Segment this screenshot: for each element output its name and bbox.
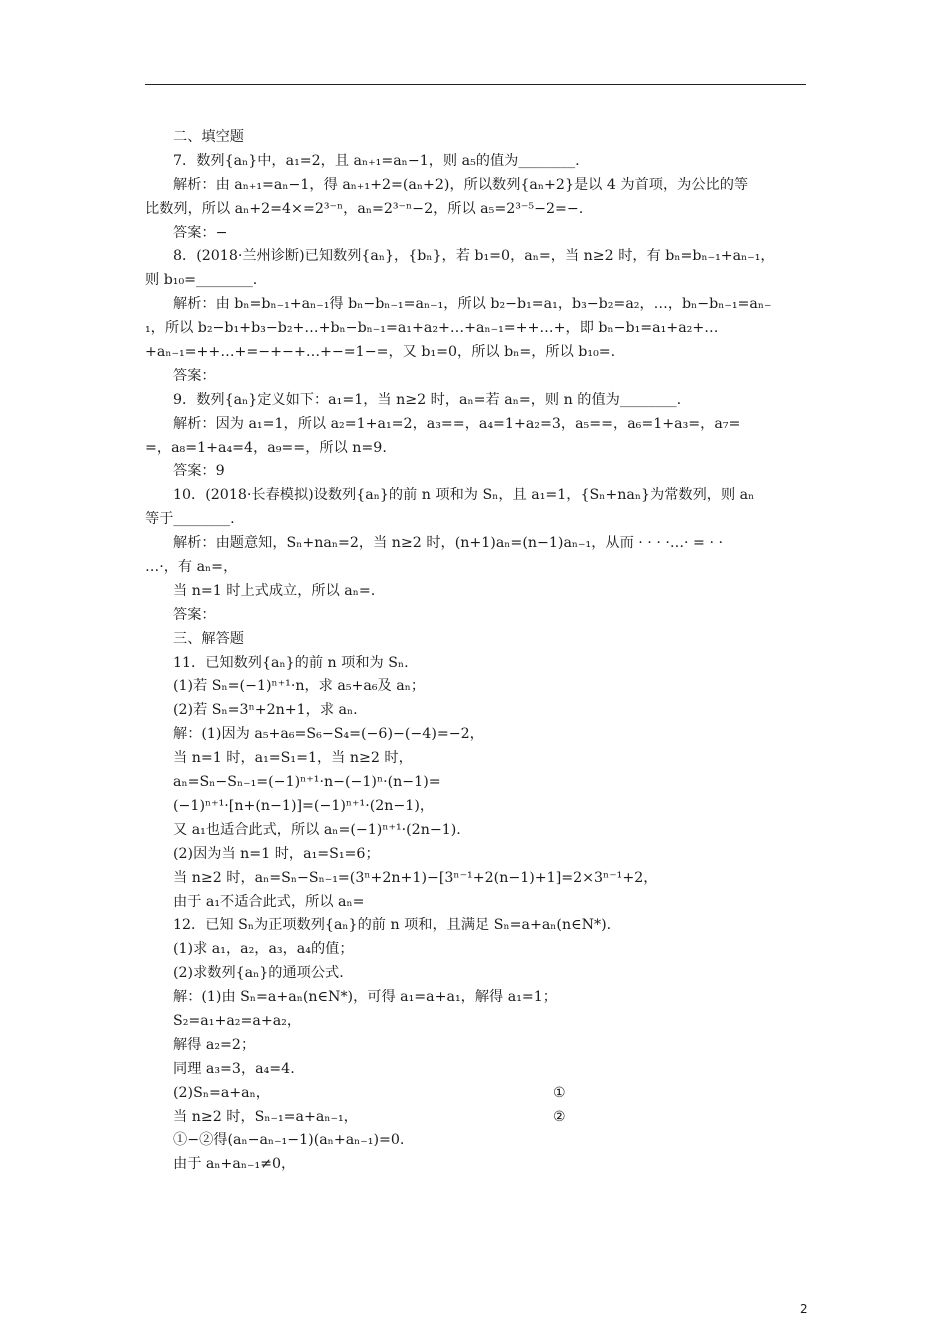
text-line: [145, 174, 807, 198]
line-text: 解析：由 bₙ=bₙ₋₁+aₙ₋₁得 bₙ−bₙ₋₁=aₙ₋₁，所以 b₂−b₁=a₁，b₃−b₂=a₂，…，bₙ−bₙ₋₁=aₙ₋: [173, 296, 772, 313]
line-text: 由于 a₁不适合此式，所以 aₙ=: [173, 893, 365, 910]
text-line: [145, 891, 807, 915]
text-line: [145, 747, 807, 771]
line-text: 当 n=1 时，a₁=S₁=1，当 n≥2 时，: [173, 750, 413, 767]
line-text: 当 n=1 时上式成立，所以 aₙ=.: [173, 582, 376, 599]
line-text: 解：(1)因为 a₅+a₆=S₆−S₄=(−6)−(−4)=−2，: [173, 726, 484, 743]
line-text: 答案：: [173, 367, 216, 384]
line-text: (2)若 Sₙ=3ⁿ+2n+1，求 aₙ.: [173, 702, 358, 719]
line-text: 解得 a₂=2；: [173, 1036, 256, 1053]
text-line: [145, 389, 807, 413]
line-text: 解析：由题意知，Sₙ+naₙ=2，当 n≥2 时，(n+1)aₙ=(n−1)aₙ₋₁，从而 · · · ·…· = · ·: [173, 535, 723, 552]
text-line: [145, 1129, 807, 1153]
equation-tag: ①: [553, 1084, 566, 1101]
line-text: 答案：9: [173, 463, 225, 480]
line-text: (1)若 Sₙ=(−1)ⁿ⁺¹·n，求 a₅+a₆及 aₙ；: [173, 678, 426, 695]
line-text: ₁，所以 b₂−b₁+b₃−b₂+…+bₙ−bₙ₋₁=a₁+a₂+…+aₙ₋₁=++…+，即 bₙ−b₁=a₁+a₂+…: [145, 320, 719, 337]
line-text: 三、解答题: [173, 630, 244, 647]
text-line: [145, 867, 807, 891]
text-line: [145, 1106, 807, 1130]
text-line: [145, 317, 807, 341]
text-line: [145, 652, 807, 676]
text-line: [145, 293, 807, 317]
text-line: [145, 1010, 807, 1034]
line-text: 等于________.: [145, 511, 235, 528]
line-text: aₙ=Sₙ−Sₙ₋₁=(−1)ⁿ⁺¹·n−(−1)ⁿ·(n−1)=: [173, 774, 441, 791]
line-text: (1)求 a₁，a₂，a₃，a₄的值；: [173, 941, 354, 958]
line-text: S₂=a₁+a₂=a+a₂，: [173, 1012, 302, 1029]
line-text: =，a₈=1+a₄=4，a₉==，所以 n=9.: [145, 439, 387, 456]
line-text: 9．数列{aₙ}定义如下：a₁=1，当 n≥2 时，aₙ=若 aₙ=，则 n 的值为________.: [173, 391, 682, 408]
line-text: 当 n≥2 时，aₙ=Sₙ−Sₙ₋₁=(3ⁿ+2n+1)−[3ⁿ⁻¹+2(n−1)+1]=2×3ⁿ⁻¹+2，: [173, 869, 658, 886]
text-line: [145, 556, 807, 580]
line-text: 二、填空题: [173, 129, 244, 145]
line-text: 由于 aₙ+aₙ₋₁≠0，: [173, 1156, 296, 1173]
line-text: 当 n≥2 时，Sₙ₋₁=a+aₙ₋₁，: [173, 1108, 358, 1125]
text-line: [145, 245, 807, 269]
line-text: 11．已知数列{aₙ}的前 n 项和为 Sₙ.: [173, 654, 409, 671]
text-line: [145, 1153, 807, 1177]
text-line: [145, 914, 807, 938]
text-line: [145, 1034, 807, 1058]
text-line: [145, 460, 807, 484]
document-body: [145, 126, 807, 1177]
text-line: [145, 580, 807, 604]
text-line: [145, 508, 807, 532]
line-text: 比数列，所以 aₙ+2=4×=2³⁻ⁿ，aₙ=2³⁻ⁿ−2，所以 a₅=2³⁻⁵−2=−.: [145, 200, 584, 217]
line-text: 解：(1)由 Sₙ=a+aₙ(n∈N*)，可得 a₁=a+a₁，解得 a₁=1；: [173, 989, 557, 1006]
text-line: [145, 1082, 807, 1106]
line-text: 同理 a₃=3，a₄=4.: [173, 1060, 295, 1077]
text-line: [145, 1058, 807, 1082]
text-line: [145, 198, 807, 222]
text-line: [145, 532, 807, 556]
header-rule: [145, 84, 806, 85]
line-text: 又 a₁也适合此式，所以 aₙ=(−1)ⁿ⁺¹·(2n−1).: [173, 821, 461, 838]
line-text: (2)Sₙ=a+aₙ，: [173, 1084, 270, 1101]
line-text: (−1)ⁿ⁺¹·[n+(n−1)]=(−1)ⁿ⁺¹·(2n−1)，: [173, 797, 435, 814]
text-line: [145, 699, 807, 723]
text-line: [145, 484, 807, 508]
text-line: [145, 604, 807, 628]
line-text: ①−②得(aₙ−aₙ₋₁−1)(aₙ+aₙ₋₁)=0.: [173, 1132, 405, 1149]
line-text: 解析：由 aₙ₊₁=aₙ−1，得 aₙ₊₁+2=(aₙ+2)，所以数列{aₙ+2}是以 4 为首项，为公比的等: [173, 176, 749, 193]
text-line: [145, 771, 807, 795]
text-line: [145, 843, 807, 867]
text-line: [145, 795, 807, 819]
text-line: [145, 150, 807, 174]
line-text: 7．数列{aₙ}中，a₁=2，且 aₙ₊₁=aₙ−1，则 a₅的值为________.: [173, 152, 580, 169]
line-text: +aₙ₋₁=++…+=−+−+…+−=1−=，又 b₁=0，所以 bₙ=，所以 b₁₀=.: [145, 344, 616, 361]
line-text: 则 b₁₀=________.: [145, 272, 258, 289]
text-line: [145, 819, 807, 843]
line-text: 答案：−: [173, 224, 228, 241]
line-text: 解析：因为 a₁=1，所以 a₂=1+a₁=2，a₃==，a₄=1+a₂=3，a₅==，a₆=1+a₃=，a₇=: [173, 415, 741, 432]
line-text: (2)因为当 n=1 时，a₁=S₁=6；: [173, 845, 380, 862]
text-line: [145, 222, 807, 246]
text-line: [145, 269, 807, 293]
text-line: [145, 341, 807, 365]
line-text: 10．(2018·长春模拟)设数列{aₙ}的前 n 项和为 Sₙ，且 a₁=1，{Sₙ+naₙ}为常数列，则 aₙ: [173, 487, 755, 504]
text-line: [145, 365, 807, 389]
page-number: 2: [800, 1302, 808, 1316]
text-line: [145, 413, 807, 437]
text-line: [145, 437, 807, 461]
line-text: (2)求数列{aₙ}的通项公式.: [173, 965, 344, 982]
text-line: [145, 723, 807, 747]
line-text: 12．已知 Sₙ为正项数列{aₙ}的前 n 项和，且满足 Sₙ=a+aₙ(n∈N*).: [173, 917, 612, 934]
text-line: [145, 628, 807, 652]
text-line: [145, 986, 807, 1010]
text-line: [145, 126, 807, 150]
equation-tag: ②: [553, 1108, 566, 1125]
line-text: 答案：: [173, 606, 216, 623]
line-text: …·，有 aₙ=，: [145, 559, 238, 576]
text-line: [145, 675, 807, 699]
text-line: [145, 938, 807, 962]
text-line: [145, 962, 807, 986]
line-text: 8．(2018·兰州诊断)已知数列{aₙ}，{bₙ}，若 b₁=0，aₙ=，当 n≥2 时，有 bₙ=bₙ₋₁+aₙ₋₁，: [173, 248, 775, 265]
